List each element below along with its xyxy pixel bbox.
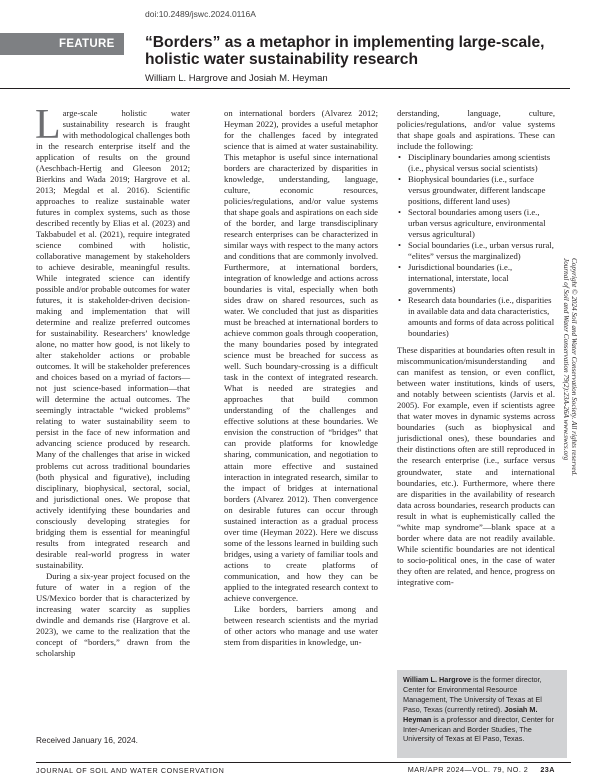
copyright-notice	[562, 258, 578, 476]
section-label: FEATURE	[0, 33, 124, 55]
article-title: “Borders” as a metaphor in implementing large-scale, holistic water sustainability research	[145, 34, 545, 68]
paragraph-text: arge-scale holistic water sustainability research is fraught with methodological challenges both in the research enterprise itself and the application of results on the ground (Aeschbach-Hertig and Gleeson 2012; Bierkins and Wada 2019; Hargrove et al. 2013; Megdal et al. 2016). Scientific approaches to realize sustainable water futures in complex systems, such as those described recently by Elias et al. (2023) and Takbabudel et al. (2021), require integrated science combined with holistic, collaborative management by stakeholders to achieve desirable, meaningful results. While integrated science can identify possible and/or probable outcomes for water futures, it is stakeholder-driven decision-making and implementation that will determine and realize preferred outcomes for sustainability. Researchers’ knowledge alone, no matter how good, is not likely to alter stakeholder actions or probable outcomes. It will be stakeholder preferences and choices based on a myriad of factors—not just science-based information—that will determine the actual outcomes. The seemingly intractable “wicked problems” relating to water sustainability seem to persist in the face of new information and advancing science produced by research. Many of the challenges that arise in wicked problems cut across traditional boundaries (both physical and figurative), including disciplinary, biophysical, sectoral, social, and jurisdictional ones. We propose that actively identifying these boundaries and consciously developing strategies for bridging them is essential for meaningful results from integrated research and desirable real-world progress in water sustainability.	[36, 108, 190, 570]
author-bio-box	[397, 670, 567, 758]
footer-journal: JOURNAL OF SOIL AND WATER CONSERVATION	[36, 766, 225, 775]
paragraph: on international borders (Alvarez 2012; Heyman 2022), provides a useful metaphor for the challenges faced by integrated science that is aimed at water sustainability. This metaphor is useful since international borders are characterized by disparities in knowledge, understanding, language, culture, economic resources, policies/regulations, and/or value systems that shape goals and aspirations on each side of the border, and large transdisciplinary research enterprises can be characterized in similar ways with respect to the many actors and conditions that are commonly involved. Furthermore, at international borders, integration of knowledge and actions across boundaries is vital, especially when both sides draw on shared resources, such as water. We concluded that just as disparities must be breached at international borders to achieve common goals through cooperation, the many boundaries posed by integrated science must be breached for success as well. Such boundary-crossing is a difficult task in the context of integrated research. What is needed are strategies and approaches that build common understanding of the challenges and effective solutions at these boundaries. We envision the construction of “bridges” that can provide platforms for knowledge sharing, communication, and negotiation to attain more effective and sustained interaction in integrated research, similar to the impact of bridges at international borders (Alvarez 2012). Then convergence on desirable futures can occur through sustained interaction as a gradual process over time (Heyman 2022). Here we discuss some of the lessons learned in building such bridges, using a variety of familiar tools and actions to create platforms of communication, and how they can be applied to the integrated research context to achieve convergence.	[224, 108, 379, 603]
paragraph	[35, 102, 190, 571]
text-column-3	[397, 108, 555, 588]
page-number: 23A	[540, 765, 555, 774]
paragraph: Like borders, barriers among and between research scientists and the myriad of other actors who manage and use water stem from disparities in knowledge, un-	[224, 603, 378, 647]
list-item: • Sectoral boundaries among users (i.e., urban versus agriculture, environmental versus agricultural)	[397, 207, 555, 240]
doi-line: doi:10.2489/jswc.2024.0116A	[145, 9, 256, 19]
list-item: • Biophysical boundaries (i.e., surface versus groundwater, different landscape positions, different land uses)	[397, 174, 555, 207]
drop-cap: L	[35, 102, 61, 148]
paragraph: These disparities at boundaries often result in miscommunication/misunderstanding and can manifest as tension, or even conflict, between water institutions, kinds of users, and notably between scientists (Jarvis et al. 2005). For example, even if scientists agree that water moves in dynamic systems across boundaries (such as biophysical and jurisdictional ones), these boundaries and their distinctions often are still reproduced in the research enterprise (i.e., surface versus groundwater, state and international boundaries, etc.). Furthermore, where there are disparities in the availability of research data across boundaries, research products can result in what is euphemistically called the “white map syndrome”—blank space at a border where data are not readily available. While scientific boundaries are not identical to socio-political ones, in the case of water they often are related, and hence, progress on integrative com-	[397, 345, 555, 587]
header-rule	[0, 88, 570, 89]
author-name: Josiah M. Heyman	[403, 704, 538, 724]
list-item: • Social boundaries (i.e., urban versus rural, “elites” versus the marginalized)	[397, 240, 555, 262]
list-item: • Disciplinary boundaries among scientists (i.e., physical versus social scientists)	[397, 152, 555, 174]
copyright-sidebar	[562, 258, 580, 518]
author-bio-text: is a professor and director, Center for Inter-American and Border Studies, The University of Texas at El Paso, Texas.	[403, 714, 554, 744]
footer-rule	[36, 762, 571, 763]
footer-issue-info	[408, 765, 555, 774]
footer-issue: MAR/APR 2024—VOL. 79, NO. 2	[407, 765, 529, 774]
text-column-2	[224, 108, 378, 648]
paragraph: During a six-year project focused on the future of water in a region of the US/Mexico border that is characterized by increasing water scarcity as supplies dwindle and demands rise (Hargrove et al. 2023), we came to the realization that the concept of “borders,” drawn from the scholarship	[36, 570, 190, 658]
article-authors: William L. Hargrove and Josiah M. Heyman	[145, 73, 328, 84]
list-item: • Research data boundaries (i.e., disparities in available data and data characteristics, amounts and forms of data across political boundaries)	[397, 295, 555, 339]
copyright-line: Copyright © 2024 Soil and Water Conservation Society. All rights reserved.	[570, 258, 578, 477]
paragraph: derstanding, language, culture, policies/regulations, and/or value systems that shape goals and aspirations. These can include the following:	[397, 108, 555, 152]
author-name: William L. Hargrove	[403, 675, 472, 684]
author-bio-text: is the former director, Center for Environmental Resource Management, The University of Texas at El Paso, Texas (currently retired).	[403, 675, 542, 714]
text-column-1	[35, 102, 190, 659]
journal-citation-line: Journal of Soil and Water Conservation 79(2):23A-26A www.swcs.org	[562, 258, 570, 461]
received-date: Received January 16, 2024.	[36, 736, 138, 745]
list-item: • Jurisdictional boundaries (i.e., international, interstate, local governments)	[397, 262, 555, 295]
boundary-list	[397, 152, 555, 339]
